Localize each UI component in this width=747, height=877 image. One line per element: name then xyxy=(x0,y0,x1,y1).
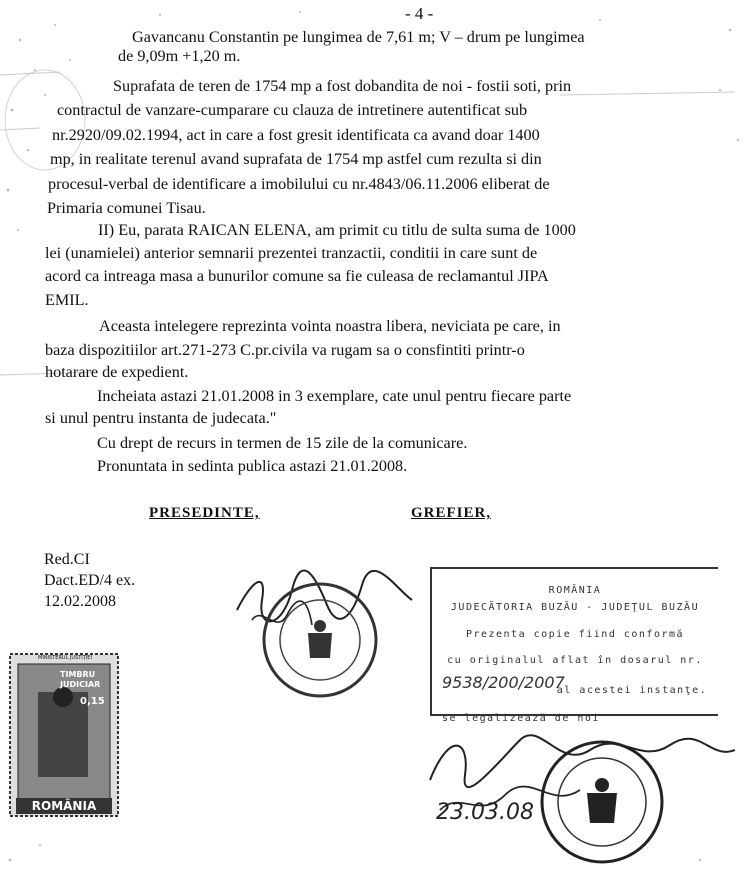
body-line-18: Cu drept de recurs in termen de 15 zile de la comunicare. xyxy=(97,434,468,452)
body-line-15: hotarare de expedient. xyxy=(45,363,189,381)
body-line-19: Pronuntata in sedinta publica astazi 21.01.2008. xyxy=(97,457,408,475)
stamp-handwritten-date: 23.03.08 xyxy=(436,800,534,825)
president-signature-label: PRESEDINTE, xyxy=(149,505,260,521)
body-line-11: acord ca intreaga masa a bunurilor comune sa fie culeasa de reclamantul JIPA xyxy=(45,267,549,285)
tax-stamp-country: ROMÂNIA xyxy=(31,799,97,813)
typed-line: Dact.ED/4 ex. xyxy=(44,572,136,589)
stamp-case-number: 9538/200/2007 xyxy=(442,673,565,692)
body-line-14: baza dispozitiilor art.271-273 C.pr.civila va rugam sa o consfintiti printr-o xyxy=(45,341,525,359)
body-line-8: Primaria comunei Tisau. xyxy=(47,199,206,217)
body-line-4: contractul de vanzare-cumparare cu clauza de intretinere autentificat sub xyxy=(57,101,528,119)
redactor-line: Red.CI xyxy=(44,551,90,568)
body-line-9: II) Eu, parata RAICAN ELENA, am primit cu titlu de sulta suma de 1000 xyxy=(98,221,576,239)
tax-stamp-value: 0,15 xyxy=(80,696,105,707)
legalization-stamp xyxy=(430,567,718,724)
body-line-5: nr.2920/09.02.1994, act in care a fost gresit identificata ca avand doar 1400 xyxy=(52,126,540,144)
body-line-17: si unul pentru instanta de judecata." xyxy=(45,409,277,427)
body-line-13: Aceasta intelegere reprezinta vointa noastra libera, neviciata pe care, in xyxy=(99,317,561,335)
meta-date: 12.02.2008 xyxy=(44,593,116,610)
clerk-signature-label: GREFIER, xyxy=(411,505,492,521)
body-line-7: procesul-verbal de identificare a imobilului cu nr.4843/06.11.2006 eliberat de xyxy=(48,175,550,193)
stamp-line-conform: Prezenta copie fiind conformă xyxy=(465,629,685,640)
stamp-line-original: cu originalul aflat în dosarul nr. xyxy=(447,655,703,666)
court-round-seal-2-icon xyxy=(535,735,670,870)
body-line-12: EMIL. xyxy=(45,291,89,309)
judicial-tax-stamp xyxy=(8,652,120,818)
document-meta xyxy=(44,549,135,612)
tax-stamp-label: TIMBRU JUDICIAR xyxy=(60,670,101,689)
court-round-seal-icon xyxy=(258,578,383,703)
body-line-2: de 9,09m +1,20 m. xyxy=(118,47,241,65)
stamp-line-legalize: se legalizează de noi xyxy=(442,713,600,724)
page-number: - 4 - xyxy=(405,4,434,23)
body-line-1: Gavancanu Constantin pe lungimea de 7,61 m; V – drum pe lungimea xyxy=(132,28,585,46)
body-line-10: lei (unamielei) anterior semnarii prezentei tranzactii, conditii in care sunt de xyxy=(45,244,538,262)
stamp-line-instance: al acestei instanţe. xyxy=(556,685,708,696)
body-line-6: mp, in realitate terenul avand suprafata de 1754 mp astfel cum rezulta si din xyxy=(50,150,542,168)
stamp-line-country: ROMÂNIA xyxy=(548,585,602,596)
stamp-line-court: JUDECĂTORIA BUZĂU - JUDEŢUL BUZĂU xyxy=(450,602,700,613)
body-line-3: Suprafata de teren de 1754 mp a fost dobandita de noi - fostii soti, prin xyxy=(113,77,572,95)
body-line-16: Incheiata astazi 21.01.2008 in 3 exemplare, cate unul pentru fiecare parte xyxy=(97,387,572,405)
tax-stamp-ministry: MINISTERUL JUSTIŢIEI xyxy=(38,655,92,661)
